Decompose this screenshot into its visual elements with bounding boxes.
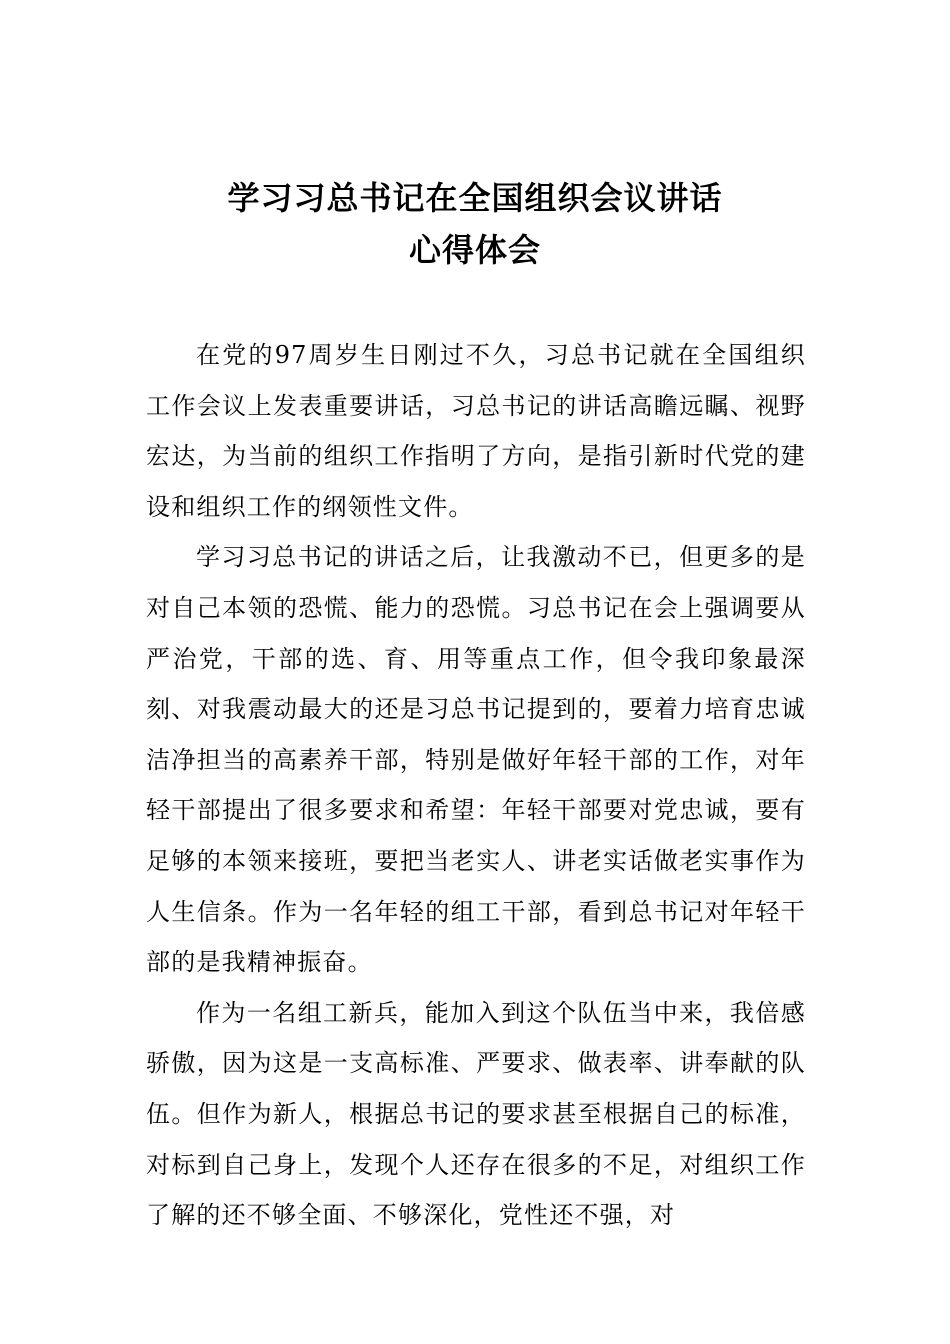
document-title-line1: 学习习总书记在全国组织会议讲话: [227, 179, 723, 217]
paragraph-3: 作为一名组工新兵，能加入到这个队伍当中来，我倍感骄傲，因为这是一支高标准、严要求、做表率、讲奉献的队伍。但作为新人，根据总书记的要求甚至根据自己的标准，对标到自己身上，发现个人还存在很多的不足，对组织工作了解的还不够全面、不够深化，党性还不强，对: [146, 998, 806, 1230]
paragraph-2: 学习习总书记的讲话之后，让我激动不已，但更多的是对自己本领的恐慌、能力的恐慌。习总书记在会上强调要从严治党，干部的选、育、用等重点工作，但令我印象最深刻、对我震动最大的还是习总书记提到的，要着力培育忠诚洁净担当的高素养干部，特别是做好年轻干部的工作，对年轻干部提出了很多要求和希望：年轻干部要对党忠诚，要有足够的本领来接班，要把当老实人、讲老实话做老实事作为人生信条。作为一名年轻的组工干部，看到总书记对年轻干部的是我精神振奋。: [146, 543, 806, 977]
paragraph-1: 在党的97周岁生日刚过不久，习总书记就在全国组织工作会议上发表重要讲话，习总书记的讲话高瞻远瞩、视野宏达，为当前的组织工作指明了方向，是指引新时代党的建设和组织工作的纲领性文件。: [146, 341, 806, 521]
document-title-line2: 心得体会: [408, 231, 541, 269]
document-body: [146, 330, 806, 1241]
